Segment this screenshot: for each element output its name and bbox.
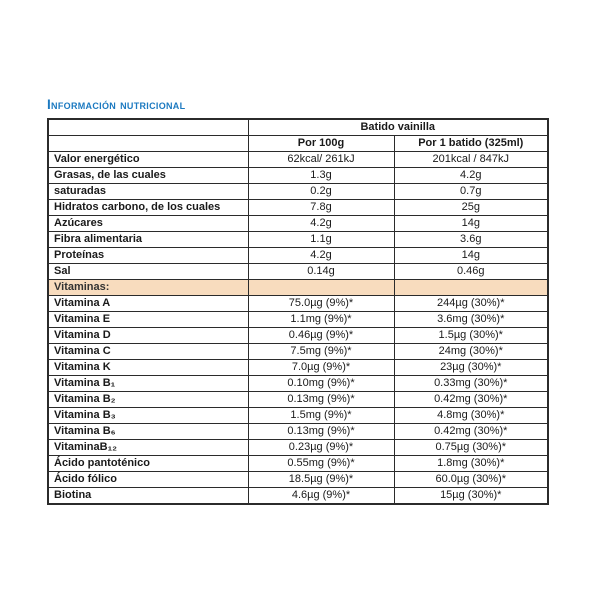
row-value: 4.6µg (9%)* [248,488,394,505]
row-value: 1.5µg (30%)* [394,328,548,344]
row-label: Grasas, de las cuales [48,168,248,184]
row-label: Fibra alimentaria [48,232,248,248]
row-value: 7.0µg (9%)* [248,360,394,376]
row-value: 14g [394,216,548,232]
row-label: saturadas [48,184,248,200]
row-label: Vitamina D [48,328,248,344]
row-value: 0.13mg (9%)* [248,392,394,408]
product-header-row [48,119,548,136]
row-value: 7.8g [248,200,394,216]
table-row [48,312,548,328]
table-row [48,408,548,424]
table-row [48,392,548,408]
row-value: 201kcal / 847kJ [394,152,548,168]
table-row [48,264,548,280]
product-name-header: Batido vainilla [248,119,548,136]
row-value: 4.2g [248,248,394,264]
table-row [48,184,548,200]
row-value: 25g [394,200,548,216]
section-row [48,280,548,296]
row-label: Biotina [48,488,248,505]
row-value: 3.6g [394,232,548,248]
row-value [248,280,394,296]
row-label: Ácido fólico [48,472,248,488]
table-row [48,216,548,232]
row-value: 60.0µg (30%)* [394,472,548,488]
row-value: 14g [394,248,548,264]
table-row [48,296,548,312]
row-value: 0.42mg (30%)* [394,392,548,408]
table-row [48,232,548,248]
nutrition-table [47,118,549,505]
row-value: 24mg (30%)* [394,344,548,360]
column-header-per-100g: Por 100g [248,136,394,152]
row-value: 0.75µg (30%)* [394,440,548,456]
row-value: 1.1g [248,232,394,248]
page-title: Información nutricional [47,97,186,112]
row-value: 62kcal/ 261kJ [248,152,394,168]
row-value: 1.8mg (30%)* [394,456,548,472]
row-value: 0.42mg (30%)* [394,424,548,440]
row-value: 18.5µg (9%)* [248,472,394,488]
row-label: Vitamina B₂ [48,392,248,408]
table-body [48,152,548,505]
row-label: Vitamina B₁ [48,376,248,392]
row-label: Proteínas [48,248,248,264]
table-row [48,424,548,440]
row-value [394,280,548,296]
row-value: 244µg (30%)* [394,296,548,312]
row-label: Ácido pantoténico [48,456,248,472]
table-row [48,168,548,184]
empty-corner-cell [48,119,248,136]
row-label: Vitamina A [48,296,248,312]
table-row [48,456,548,472]
table-row [48,248,548,264]
row-value: 4.2g [394,168,548,184]
row-label: Hidratos carbono, de los cuales [48,200,248,216]
row-value: 0.10mg (9%)* [248,376,394,392]
table-row [48,376,548,392]
row-value: 0.46µg (9%)* [248,328,394,344]
row-value: 1.5mg (9%)* [248,408,394,424]
row-label: Vitamina K [48,360,248,376]
table-row [48,488,548,505]
empty-corner-cell [48,136,248,152]
row-value: 75.0µg (9%)* [248,296,394,312]
row-value: 0.13mg (9%)* [248,424,394,440]
table-row [48,200,548,216]
table-row [48,344,548,360]
table-row [48,440,548,456]
row-value: 1.1mg (9%)* [248,312,394,328]
row-label: Vitamina B₆ [48,424,248,440]
row-label: Vitamina B₃ [48,408,248,424]
row-label: VitaminaB₁₂ [48,440,248,456]
row-value: 0.14g [248,264,394,280]
row-label: Valor energético [48,152,248,168]
row-label: Vitamina E [48,312,248,328]
row-label: Vitamina C [48,344,248,360]
row-label: Azúcares [48,216,248,232]
row-value: 23µg (30%)* [394,360,548,376]
row-value: 0.33mg (30%)* [394,376,548,392]
row-label: Sal [48,264,248,280]
row-value: 7.5mg (9%)* [248,344,394,360]
table-row [48,360,548,376]
row-value: 15µg (30%)* [394,488,548,505]
column-header-per-batido: Por 1 batido (325ml) [394,136,548,152]
row-value: 0.7g [394,184,548,200]
row-value: 0.46g [394,264,548,280]
row-value: 0.55mg (9%)* [248,456,394,472]
row-value: 0.2g [248,184,394,200]
table-row [48,152,548,168]
table-row [48,472,548,488]
row-value: 4.8mg (30%)* [394,408,548,424]
row-label: Vitaminas: [48,280,248,296]
row-value: 1.3g [248,168,394,184]
row-value: 4.2g [248,216,394,232]
row-value: 0.23µg (9%)* [248,440,394,456]
column-header-row [48,136,548,152]
table-row [48,328,548,344]
row-value: 3.6mg (30%)* [394,312,548,328]
